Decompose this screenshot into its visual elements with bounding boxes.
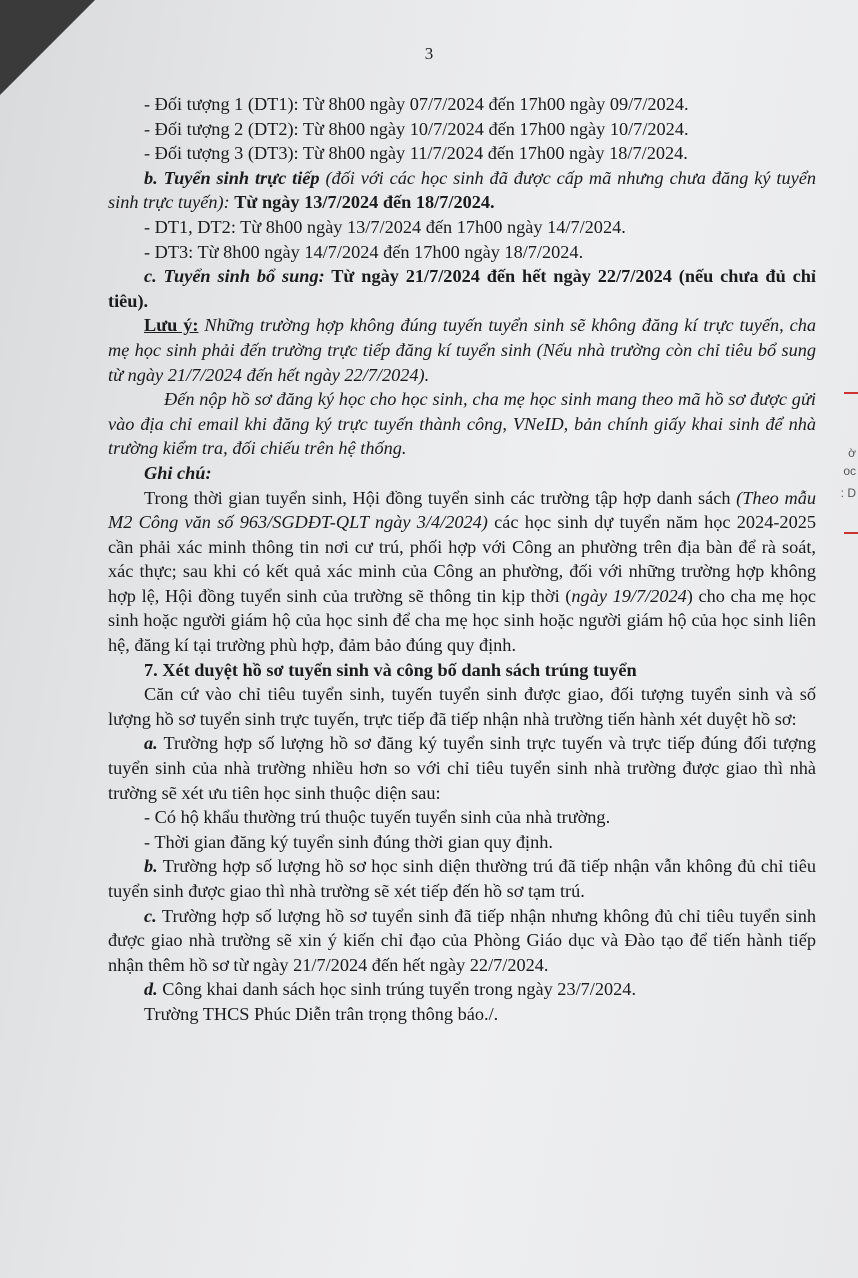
section-7a-item-1: - Có hộ khẩu thường trú thuộc tuyến tuyển sinh của nhà trường. [144,807,611,828]
ghi-chu-reference: (Theo mẫu M2 Công văn số 963/SGDĐT-QLT ngày 3/4/2024) [108,487,816,533]
section-b-paragraph [108,166,816,215]
ghi-chu-date: ngày 19/7/2024 [571,585,687,606]
schedule-b-item-2: - DT3: Từ 8h00 ngày 14/7/2024 đến 17h00 ngày 18/7/2024. [144,241,584,262]
section-7b-text: Trường hợp số lượng hồ sơ học sinh diện thường trú đã tiếp nhận vẫn không đủ chỉ tiêu tuyển sinh được giao thì nhà trường sẽ xét tiếp đến hồ sơ tạm trú. [108,856,816,901]
schedule-b-item-1: - DT1, DT2: Từ 8h00 ngày 13/7/2024 đến 17h00 ngày 14/7/2024. [144,216,626,237]
section-7a-label: a. [144,733,158,754]
section-7d-paragraph [108,977,816,1002]
schedule-item-dt3: - Đối tượng 3 (DT3): Từ 8h00 ngày 11/7/2024 đến 17h00 ngày 18/7/2024. [144,143,688,164]
edge-red-mark [844,392,858,394]
note-text: Những trường hợp không đúng tuyến tuyển sinh sẽ không đăng kí trực tuyến, cha mẹ học sinh phải đến trường trực tiếp đăng kí tuyển sinh (Nếu nhà trường còn chỉ tiêu bổ sung từ ngày 21/7/2024 đến hết ngày 22/7/2024). [108,315,816,385]
closing-line: Trường THCS Phúc Diễn trân trọng thông báo./. [144,1003,499,1024]
ghi-chu-text-3: ) cho cha mẹ học sinh hoặc người giám hộ của học sinh để cha mẹ học sinh hoặc người giám hộ của học sinh liên hệ, đăng kí tại trường phù hợp, đảm bảo đúng quy định. [108,585,816,656]
section-7a-paragraph [108,731,816,805]
section-b-note: (đối với các học sinh đã được cấp mã nhưng chưa đăng ký tuyển sinh trực tuyến): [108,167,816,213]
edge-text-3: : D [840,486,856,500]
section-b-dates: Từ ngày 13/7/2024 đến 18/7/2024. [234,192,495,213]
ghi-chu-text-1: Trong thời gian tuyển sinh, Hội đồng tuyển sinh các trường tập hợp danh sách [144,487,737,508]
schedule-item-dt1: - Đối tượng 1 (DT1): Từ 8h00 ngày 07/7/2024 đến 17h00 ngày 09/7/2024. [144,94,689,114]
submission-paragraph: Đến nộp hồ sơ đăng ký học cho học sinh, cha mẹ học sinh mang theo mã hồ sơ được gửi vào địa chỉ email khi đăng ký trực tuyến thành công, VNeID, bản chính giấy khai sinh để nhà trường kiểm tra, đối chiếu trên hệ thống. [108,389,816,459]
section-c-paragraph [108,264,816,313]
section-7d-label: d. [144,979,158,1000]
section-c-dates: Từ ngày 21/7/2024 đến hết ngày 22/7/2024 (nếu chưa đủ chỉ tiêu). [108,266,816,311]
section-7a-text: Trường hợp số lượng hồ sơ đăng ký tuyển sinh trực tuyến và trực tiếp đúng đối tượng tuyển sinh của nhà trường nhiều hơn so với chỉ tiêu tuyển sinh nhà trường được giao thì nhà trường sẽ xét ưu tiên học sinh thuộc diện sau: [108,733,816,803]
section-7b-label: b. [144,856,158,877]
section-7c-text: Trường hợp số lượng hồ sơ tuyển sinh đã tiếp nhận nhưng không đủ chỉ tiêu tuyển sinh được giao nhà trường sẽ xin ý kiến chỉ đạo của Phòng Giáo dục và Đào tạo để tiến hành tiếp nhận thêm hồ sơ từ ngày 21/7/2024 đến hết ngày 22/7/2024. [108,905,816,975]
section-7c-label: c. [144,905,157,926]
section-7c-paragraph [108,904,816,978]
note-paragraph [108,313,816,387]
edge-text-1: ờ [848,446,856,460]
schedule-item-dt2: - Đối tượng 2 (DT2): Từ 8h00 ngày 10/7/2024 đến 17h00 ngày 10/7/2024. [144,118,689,139]
section-7b-paragraph [108,854,816,903]
section-c-label: c. Tuyển sinh bổ sung: [144,266,325,287]
section-b-label: b. Tuyển sinh trực tiếp [144,167,320,188]
edge-red-mark-2 [844,532,858,534]
ghi-chu-paragraph [108,486,816,658]
section-7d-text: Công khai danh sách học sinh trúng tuyển trong ngày 23/7/2024. [157,979,637,1000]
section-7a-item-2: - Thời gian đăng ký tuyển sinh đúng thời gian quy định. [144,831,553,852]
note-label: Lưu ý: [144,315,199,336]
section-7-heading: 7. Xét duyệt hồ sơ tuyển sinh và công bố danh sách trúng tuyển [144,659,637,680]
edge-text-2: oc [843,464,856,478]
document-body [108,92,816,1027]
section-7-intro: Căn cứ vào chỉ tiêu tuyển sinh, tuyến tuyển sinh được giao, đối tượng tuyển sinh và số lượng hồ sơ tuyển sinh trực tuyến, trực tiếp đã tiếp nhận nhà trường tiến hành xét duyệt hồ sơ: [108,684,816,729]
page-number: 3 [424,44,434,63]
ghi-chu-label: Ghi chú: [144,462,212,483]
ghi-chu-text-2: các học sinh dự tuyển năm học 2024-2025 cần phải xác minh thông tin nơi cư trú, phối hợp với Công an phường trên địa bàn để rà soát, xác thực; sau khi có kết quả xác minh của Công an phường, đối với những trường hợp không hợp lệ, Hội đồng tuyển sinh của trường sẽ thông tin kịp thời ( [108,512,816,606]
